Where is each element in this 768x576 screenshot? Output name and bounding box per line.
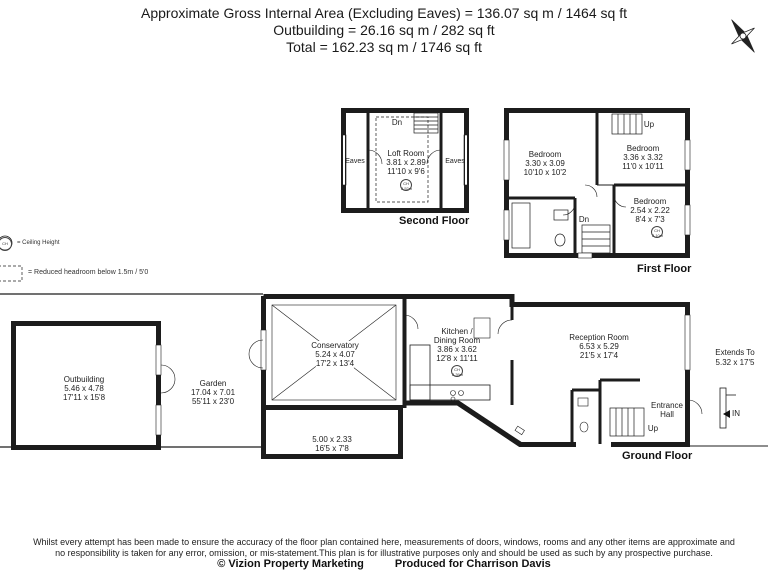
bedroom-3-imperial: 8'4 x 7'3 [635, 215, 665, 224]
compass-rose-icon [720, 12, 766, 61]
area-summary-line-2: Outbuilding = 26.16 sq m / 282 sq ft [273, 22, 495, 38]
outbuilding-imperial: 17'11 x 15'8 [62, 393, 106, 402]
reception-name: Reception Room [569, 333, 629, 342]
ch-marker-bedroom-3: CH 2.10m [652, 228, 664, 238]
ground-floor-title: Ground Floor [622, 450, 693, 462]
bedroom-3-name: Bedroom [633, 197, 667, 206]
outbuilding-name: Outbuilding [63, 375, 105, 384]
ceiling-height-symbol: CH [0, 237, 12, 251]
outbuilding-metric: 5.46 x 4.78 [64, 384, 104, 393]
reception-imperial: 21'5 x 17'4 [579, 351, 619, 360]
store-metric: 5.00 x 2.33 [312, 435, 352, 444]
second-floor-dn-label: Dn [391, 118, 403, 127]
bedroom-1-metric: 3.30 x 3.09 [525, 159, 565, 168]
entrance-hall-name: Entrance [650, 401, 684, 410]
bedroom-2-imperial: 11'0 x 10'11 [622, 162, 664, 171]
bedroom-3-metric: 2.54 x 2.22 [630, 206, 670, 215]
area-summary-line-1: Approximate Gross Internal Area (Excluding Eaves) = 136.07 sq m / 1464 sq ft [141, 5, 627, 21]
bedroom-1-imperial: 10'10 x 10'2 [523, 168, 567, 177]
first-floor-dn-label: Dn [578, 215, 590, 224]
entrance-in-label: IN [732, 409, 740, 418]
first-floor-up-label: Up [643, 120, 655, 129]
ground-floor-plan [249, 296, 768, 457]
legend-reduced-headroom: = Reduced headroom below 1.5m / 5'0 [28, 269, 149, 276]
second-floor-title: Second Floor [399, 215, 470, 227]
entrance-hall-name-2: Hall [660, 410, 674, 419]
conservatory-metric: 5.24 x 4.07 [315, 350, 355, 359]
conservatory-imperial: 17'2 x 13'4 [315, 359, 355, 368]
reception-metric: 6.53 x 5.29 [579, 342, 619, 351]
credits [0, 558, 768, 570]
bedroom-1-name: Bedroom [528, 150, 562, 159]
first-floor-title: First Floor [637, 263, 692, 275]
bedroom-2-name: Bedroom [626, 144, 660, 153]
kitchen-name: Kitchen / [441, 327, 473, 336]
kitchen-metric: 3.86 x 3.62 [437, 345, 477, 354]
garden-metric: 17.04 x 7.01 [190, 388, 236, 397]
garden-name: Garden [199, 379, 227, 388]
conservatory-name: Conservatory [311, 341, 359, 350]
extends-to-name: Extends To [715, 348, 755, 357]
bedroom-2-metric: 3.36 x 3.32 [623, 153, 663, 162]
store-imperial: 16'5 x 7'8 [315, 444, 349, 453]
area-summary-line-3: Total = 162.23 sq m / 1746 sq ft [286, 39, 482, 55]
credit-produced-for: Produced for Charrison Davis [394, 558, 551, 570]
kitchen-imperial: 12'8 x 11'11 [436, 354, 478, 363]
kitchen-name-2: Dining Room [433, 336, 481, 345]
credit-marketing: © Vizion Property Marketing [217, 558, 364, 570]
garden-imperial: 55'11 x 23'0 [191, 397, 235, 406]
eaves-left-label: Eaves [345, 158, 365, 165]
extends-to-metric: 5.32 x 17'5 [715, 358, 755, 367]
loft-room-imperial: 11'10 x 9'6 [387, 167, 425, 176]
eaves-right-label: Eaves [445, 158, 465, 165]
loft-room-metric: 3.81 x 2.89 [386, 158, 426, 167]
ch-marker-loft: CH 2.52m [401, 181, 413, 191]
ground-floor-up-label: Up [647, 424, 659, 433]
legend-ceiling-height: = Ceiling Height [17, 240, 60, 246]
disclaimer-line-1: Whilst every attempt has been made to ensure the accuracy of the floor plan contained here, measurements of doors, windows, rooms and any other items are approximate and [33, 537, 735, 547]
disclaimer-line-2: no responsibility is taken for any error, omission, or mis-statement.This plan is for illustrative purposes only and should be used as such by any prospective purchase. [55, 548, 713, 558]
ch-marker-kitchen: CH 2.39m [452, 367, 464, 377]
loft-room-name: Loft Room [387, 149, 425, 158]
